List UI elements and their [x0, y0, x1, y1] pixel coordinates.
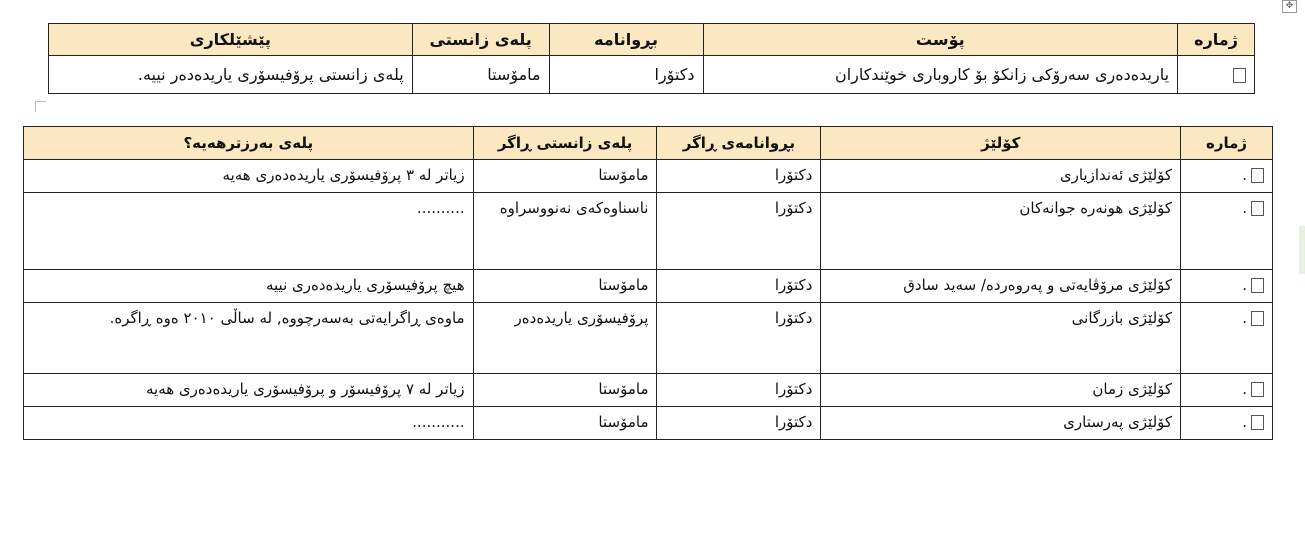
- table-row: [49, 56, 1255, 94]
- checkbox-icon[interactable]: [1251, 311, 1264, 326]
- cell-college: کۆلێژی ئەندازیاری: [821, 160, 1181, 193]
- cell-higher: زیاتر لە ٧ پرۆفیسۆر و پرۆفیسۆری یاریدەدەری هەیە: [24, 374, 474, 407]
- cell-higher: هیچ پرۆفیسۆری یاریدەدەری نییە: [24, 270, 474, 303]
- cell-higher: ..........: [24, 193, 474, 270]
- cell-number: .: [1181, 407, 1273, 440]
- header-rank: پلەی زانستی: [412, 24, 549, 56]
- header-dean-rank: پلەی زانستی ڕاگر: [473, 127, 657, 160]
- change-bar: [1299, 226, 1305, 274]
- table-row: [24, 160, 1273, 193]
- header-post: پۆست: [703, 24, 1178, 56]
- checkbox-icon[interactable]: [1251, 168, 1264, 183]
- cell-rank: پرۆفیسۆری یاریدەدەر: [473, 303, 657, 374]
- header-number: ژمارە: [1178, 24, 1255, 56]
- cell-higher: ...........: [24, 407, 474, 440]
- header-dean-degree: بڕوانامەی ڕاگر: [657, 127, 821, 160]
- cell-rank: ناسناوەکەی نەنووسراوە: [473, 193, 657, 270]
- header-violation: پێشێلکاری: [49, 24, 413, 56]
- cell-number: .: [1181, 160, 1273, 193]
- cell-degree: دکتۆرا: [657, 303, 821, 374]
- cell-rank: مامۆستا: [473, 374, 657, 407]
- cell-number: .: [1181, 270, 1273, 303]
- table-row: [24, 374, 1273, 407]
- table-row: [24, 407, 1273, 440]
- table-row: [24, 193, 1273, 270]
- table-row: [24, 303, 1273, 374]
- cell-number: .: [1181, 374, 1273, 407]
- cell-post: یاریدەدەری سەرۆکی زانکۆ بۆ کاروباری خوێندکاران: [703, 56, 1178, 94]
- cell-rank: مامۆستا: [473, 270, 657, 303]
- header-college: کۆلێژ: [821, 127, 1181, 160]
- checkbox-icon[interactable]: [1251, 278, 1264, 293]
- paragraph-anchor-icon: [35, 101, 46, 112]
- cell-higher: زیاتر لە ٣ پرۆفیسۆری یاریدەدەری هەیە: [24, 160, 474, 193]
- table-row: [24, 270, 1273, 303]
- officials-table: [48, 23, 1255, 94]
- checkbox-icon[interactable]: [1251, 415, 1264, 430]
- checkbox-icon[interactable]: [1251, 382, 1264, 397]
- table-header-row: [49, 24, 1255, 56]
- cell-college: کۆلێژی هونەرە جوانەکان: [821, 193, 1181, 270]
- cell-degree: دکتۆرا: [657, 160, 821, 193]
- cell-college: کۆلێژی زمان: [821, 374, 1181, 407]
- cell-higher: ماوەی ڕاگرایەتی بەسەرچووە, لە ساڵی ٢٠١٠ ەوە ڕاگرە.: [24, 303, 474, 374]
- table-header-row: [24, 127, 1273, 160]
- table-move-handle-icon[interactable]: ✥: [1282, 0, 1297, 13]
- header-higher-rank: پلەی بەرزترهەیە؟: [24, 127, 474, 160]
- cell-rank: مامۆستا: [473, 407, 657, 440]
- cell-degree: دکتۆرا: [657, 407, 821, 440]
- cell-degree: دکتۆرا: [657, 270, 821, 303]
- cell-violation: پلەی زانستی پرۆفیسۆری یاریدەدەر نییە.: [49, 56, 413, 94]
- colleges-table: [23, 126, 1273, 440]
- header-degree: بڕوانامە: [549, 24, 703, 56]
- header-number: ژمارە: [1181, 127, 1273, 160]
- cell-rank: مامۆستا: [412, 56, 549, 94]
- cell-rank: مامۆستا: [473, 160, 657, 193]
- cell-college: کۆلێژی مرۆڤایەتی و پەروەردە/ سەید سادق: [821, 270, 1181, 303]
- cell-college: کۆلێژی بازرگانی: [821, 303, 1181, 374]
- cell-degree: دکتۆرا: [657, 193, 821, 270]
- cell-college: کۆلێژی پەرستاری: [821, 407, 1181, 440]
- cell-number: [1178, 56, 1255, 94]
- checkbox-icon[interactable]: [1251, 201, 1264, 216]
- checkbox-icon[interactable]: [1233, 68, 1246, 83]
- cell-number: .: [1181, 193, 1273, 270]
- cell-degree: دکتۆرا: [657, 374, 821, 407]
- cell-number: .: [1181, 303, 1273, 374]
- cell-degree: دکتۆرا: [549, 56, 703, 94]
